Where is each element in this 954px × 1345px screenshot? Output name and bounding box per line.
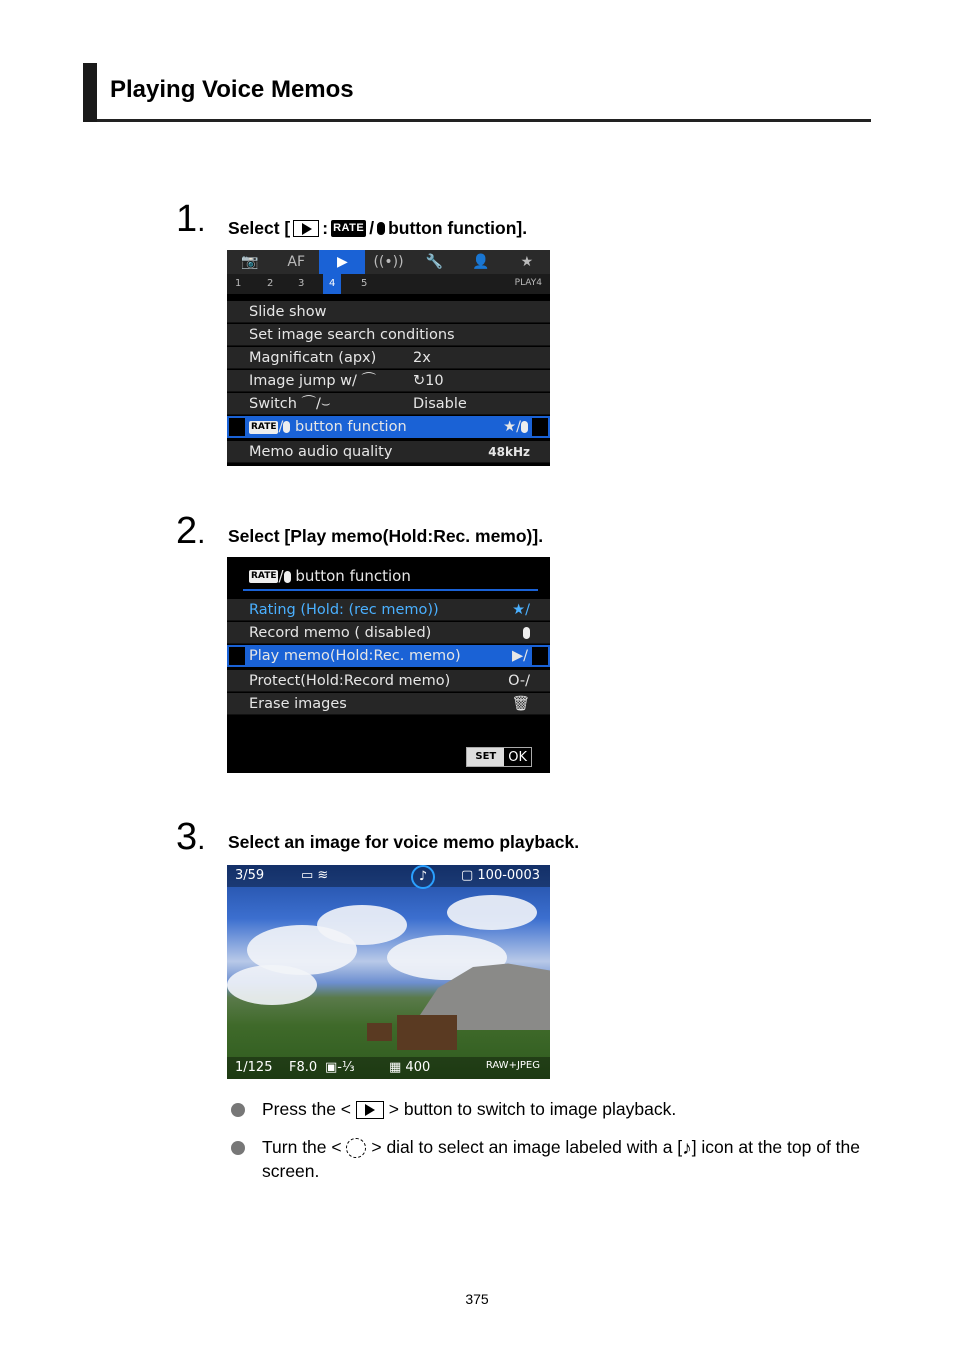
- mic-icon: [521, 421, 528, 433]
- menu-item-search[interactable]: [227, 324, 550, 346]
- step-2-text: Select [Play memo(Hold:Rec. memo)].: [228, 526, 544, 546]
- play-icon: [293, 220, 319, 237]
- playback-info-top: [227, 865, 550, 887]
- option-record-memo[interactable]: [227, 622, 550, 644]
- option-erase[interactable]: [227, 693, 550, 715]
- menu-item-slide-show[interactable]: [227, 301, 550, 323]
- battery-icon: ▭ ≋: [301, 868, 329, 883]
- page-number: 375: [465, 1291, 489, 1307]
- menu-item-button-function[interactable]: [227, 416, 550, 438]
- step-3-text: Select an image for voice memo playback.: [228, 832, 580, 852]
- voice-memo-icon: ♪: [411, 865, 435, 889]
- option-value: O-/: [508, 673, 530, 689]
- cloud: [227, 965, 317, 1005]
- option-play-memo[interactable]: [227, 645, 550, 667]
- camera-menu-screen-1: [227, 250, 550, 466]
- rate-icon: RATE: [331, 220, 366, 237]
- set-ok-button[interactable]: [466, 747, 532, 767]
- menu-item-value: ↻10: [413, 373, 444, 389]
- option-label: Rating (Hold: (rec memo)): [249, 602, 439, 618]
- aperture: F8.0: [289, 1060, 318, 1075]
- step-1-suffix: button function].: [388, 218, 528, 238]
- mic-icon: [377, 222, 385, 235]
- step-2-number: 2.: [176, 510, 206, 552]
- hut: [367, 1023, 392, 1041]
- step-1-prefix: Select [: [228, 218, 291, 238]
- menu-subtabs: [227, 274, 550, 294]
- tab-custom[interactable]: 👤: [472, 254, 490, 270]
- menu-item-label: Slide show: [249, 304, 327, 320]
- cloud: [447, 895, 537, 930]
- cloud: [317, 905, 407, 945]
- menu-item-label: Image jump w/ ⌒: [249, 373, 377, 389]
- section-bar: [83, 63, 97, 122]
- menu-item-value: Disable: [413, 396, 467, 412]
- menu-item-image-jump[interactable]: [227, 370, 550, 392]
- menu-tabs: [227, 250, 550, 274]
- step-1-colon: :: [322, 218, 329, 238]
- option-label: Record memo ( disabled): [249, 625, 432, 641]
- subtab-4[interactable]: 4: [323, 274, 341, 294]
- option-value: ★/: [512, 602, 530, 618]
- frame-counter: 3/59: [235, 868, 265, 883]
- camera-menu-screen-2: [227, 557, 550, 773]
- option-label: Play memo(Hold:Rec. memo): [249, 648, 461, 664]
- trash-icon: 🗑: [511, 696, 530, 712]
- image-quality: RAW+JPEG: [485, 1060, 540, 1071]
- iso: ▦ 400: [389, 1060, 431, 1075]
- subtab-5[interactable]: 5: [361, 278, 368, 289]
- dialog-title: RATE / button function: [251, 567, 411, 585]
- hut: [397, 1015, 457, 1050]
- play-icon: [356, 1101, 384, 1119]
- menu-item-label: Switch ⌒/⌣: [249, 396, 331, 412]
- page-label: PLAY4: [514, 278, 542, 288]
- playback-screen: [227, 865, 550, 1079]
- menu-item-switch[interactable]: [227, 393, 550, 415]
- tab-setup[interactable]: 🔧: [425, 254, 444, 270]
- exposure-comp: ▣-⅓: [325, 1060, 355, 1075]
- rate-icon: RATE: [251, 421, 277, 432]
- menu-item-label: Magnificatn (apx): [249, 350, 377, 366]
- mic-icon: [284, 571, 291, 583]
- option-label: Protect(Hold:Record memo): [249, 673, 451, 689]
- option-rating[interactable]: [227, 599, 550, 621]
- step-1-number: 1.: [176, 198, 206, 240]
- option-protect[interactable]: [227, 670, 550, 692]
- tab-shooting[interactable]: 📷: [241, 254, 259, 270]
- title-divider: [243, 589, 538, 591]
- menu-item-value: 48kHz: [488, 445, 530, 459]
- menu-item-value: ★/: [503, 416, 528, 438]
- step-1-text: Select [ : RATE / button function].: [228, 218, 528, 238]
- menu-item-label: Memo audio quality: [249, 444, 393, 460]
- folder-number: ▢ 100-0003: [460, 868, 540, 883]
- menu-item-audio-quality[interactable]: [227, 441, 550, 463]
- tab-playback[interactable]: ▶: [319, 250, 365, 274]
- menu-item-label: RATE / button function: [251, 419, 407, 435]
- bullet-dot: [231, 1103, 245, 1117]
- option-value: ▶/: [511, 648, 528, 664]
- step-3-number: 3.: [176, 816, 206, 858]
- mic-icon: [523, 622, 530, 644]
- rate-icon: RATE: [251, 571, 277, 581]
- shutter-speed: 1/125: [235, 1060, 273, 1075]
- subtab-1[interactable]: 1: [235, 278, 242, 289]
- dial-icon: [346, 1138, 366, 1158]
- menu-item-label: Set image search conditions: [249, 327, 455, 343]
- subtab-2[interactable]: 2: [267, 278, 274, 289]
- set-label: SET: [467, 748, 504, 766]
- tab-mymenu[interactable]: ★: [520, 254, 534, 270]
- section-header: [83, 63, 871, 122]
- ok-label: OK: [508, 749, 527, 765]
- menu-item-value: 2x: [413, 350, 431, 366]
- option-label: Erase images: [249, 696, 347, 712]
- memo-icon: ♪: [682, 1137, 692, 1159]
- bullet-1: Press the < > button to switch to image playback.: [262, 1099, 677, 1119]
- tab-wireless[interactable]: ((•)): [373, 254, 404, 270]
- subtab-3[interactable]: 3: [298, 278, 305, 289]
- bullet-2: Turn the < > dial to select an image labeled with a [♪] icon at the top of the screen.: [262, 1137, 860, 1181]
- menu-item-magnification[interactable]: [227, 347, 550, 369]
- tab-af[interactable]: AF: [287, 254, 306, 270]
- playback-info-bottom: [227, 1057, 550, 1079]
- section-title: Playing Voice Memos: [110, 76, 354, 103]
- mic-icon: [283, 421, 290, 433]
- bullet-dot: [231, 1141, 245, 1155]
